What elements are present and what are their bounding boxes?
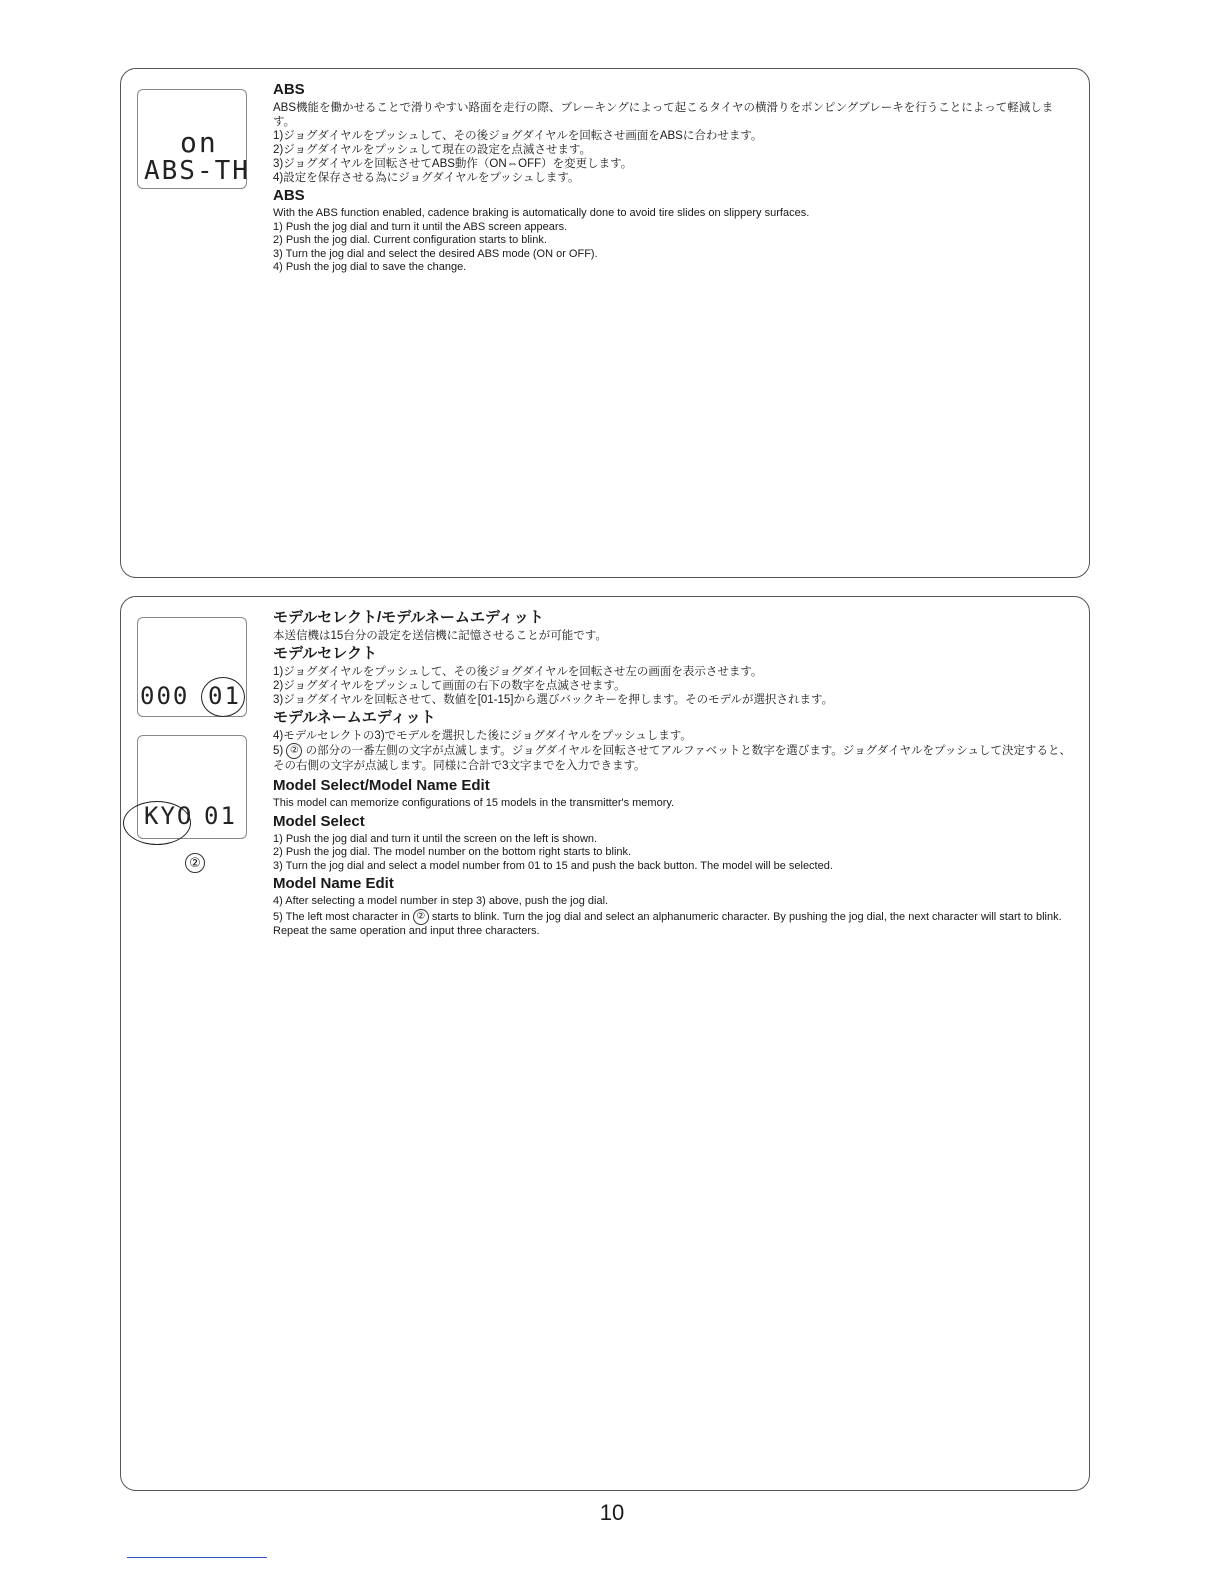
model-jp-intro: 本送信機は15台分の設定を送信機に記憶させることが可能です。 — [273, 630, 607, 642]
model-select-lcd-right: 01 — [208, 682, 241, 710]
abs-lcd-line2: ABS-TH — [144, 156, 250, 186]
abs-en-title: ABS — [273, 187, 305, 204]
abs-en-intro: With the ABS function enabled, cadence braking is automatically done to avoid tire slides on slippery surfaces. — [273, 207, 810, 219]
model-en-name-step4: 4) After selecting a model number in step 3) above, push the jog dial. — [273, 895, 609, 907]
model-en-select-steps — [273, 833, 1075, 874]
abs-content — [273, 79, 1075, 275]
abs-section — [120, 68, 1090, 578]
abs-jp-step: 4)設定を保存させる為にジョグダイヤルをプッシュします。 — [273, 172, 580, 184]
model-jp-select-steps — [273, 665, 1075, 707]
abs-jp-title: ABS — [273, 81, 305, 98]
model-jp-name-title: モデルネームエディット — [273, 709, 436, 726]
en-step5-body: starts to blink. Turn the jog dial and select an alphanumeric character. By pushing the jog dial, the next character will start to blink. Repeat the same operation and input three characters. — [273, 910, 1062, 937]
model-content — [273, 607, 1075, 938]
footer-rule — [127, 1557, 267, 1558]
abs-lcd-line1: on — [180, 126, 218, 159]
model-number-highlight — [201, 677, 245, 717]
page-number: 10 — [599, 1500, 625, 1525]
model-jp-name-step4: 4)モデルセレクトの3)でモデルを選択した後にジョグダイヤルをプッシュします。 — [273, 730, 692, 742]
model-en-select-step: 3) Turn the jog dial and select a model number from 01 to 15 and push the back button. The model will be selected. — [273, 859, 833, 872]
model-jp-select-step: 2)ジョグダイヤルをプッシュして画面の右下の数字を点滅させます。 — [273, 680, 626, 692]
en-step5-prefix: 5) The left most character in — [273, 910, 410, 923]
model-select-lcd-left: 000 — [140, 682, 190, 710]
model-en-name-step5 — [273, 909, 1075, 939]
model-en-select-step: 2) Push the jog dial. The model number on the bottom right starts to blink. — [273, 846, 632, 858]
model-name-lcd-left: KYO — [144, 802, 194, 830]
abs-jp-step: 2)ジョグダイヤルをプッシュして現在の設定を点滅させます。 — [273, 144, 591, 156]
marker-two-inline-en: ② — [413, 909, 429, 925]
model-section — [120, 596, 1090, 1491]
model-en-select-step: 1) Push the jog dial and turn it until the screen on the left is shown. — [273, 832, 598, 845]
model-en-title: Model Select/Model Name Edit — [273, 777, 490, 794]
marker-two-label: ② — [185, 853, 205, 873]
abs-en-step: 3) Turn the jog dial and select the desired ABS mode (ON or OFF). — [273, 247, 598, 260]
model-name-lcd-right: 01 — [204, 802, 237, 830]
model-en-select-title: Model Select — [273, 812, 365, 830]
abs-jp-step: 1)ジョグダイヤルをプッシュして、その後ジョグダイヤルを回転させ画面をABSに合わせます。 — [273, 130, 763, 142]
model-jp-select-title: モデルセレクト — [273, 645, 377, 662]
model-jp-title: モデルセレクト/モデルネームエディット — [273, 609, 544, 626]
model-en-intro: This model can memorize configurations of 15 models in the transmitter's memory. — [273, 797, 675, 809]
abs-en-step: 1) Push the jog dial and turn it until the ABS screen appears. — [273, 220, 568, 233]
abs-en-step: 2) Push the jog dial. Current configuration starts to blink. — [273, 234, 547, 246]
model-name-highlight — [123, 801, 194, 845]
model-jp-name-step5 — [273, 743, 1075, 773]
abs-jp-step: 3)ジョグダイヤルを回転させてABS動作（ON⇔OFF）を変更します。 — [273, 158, 633, 170]
abs-en-steps — [273, 221, 1075, 275]
abs-en-step: 4) Push the jog dial to save the change. — [273, 261, 467, 273]
model-jp-select-step: 3)ジョグダイヤルを回転させて、数値を[01-15]から選びバックキーを押します。そのモデルが選択されます。 — [273, 694, 834, 706]
model-en-name-title: Model Name Edit — [273, 875, 394, 892]
model-jp-select-step: 1)ジョグダイヤルをプッシュして、その後ジョグダイヤルを回転させ左の画面を表示させます。 — [273, 666, 763, 678]
step5-body: の部分の一番左側の文字が点滅します。ジョグダイヤルを回転させてアルファベットと数字を選びます。ジョグダイヤルをプッシュして決定すると、その右側の文字が点滅します。同様に合計で3文字までを入力できます。 — [273, 745, 1071, 772]
abs-jp-steps — [273, 129, 1075, 185]
abs-jp-intro: ABS機能を働かせることで滑りやすい路面を走行の際、ブレーキングによって起こるタイヤの横滑りをポンピングブレーキを行うことによって軽減します。 — [273, 102, 1054, 128]
marker-two-inline: ② — [286, 743, 302, 759]
abs-lcd-display — [137, 89, 250, 189]
step5-prefix: 5) — [273, 745, 284, 758]
